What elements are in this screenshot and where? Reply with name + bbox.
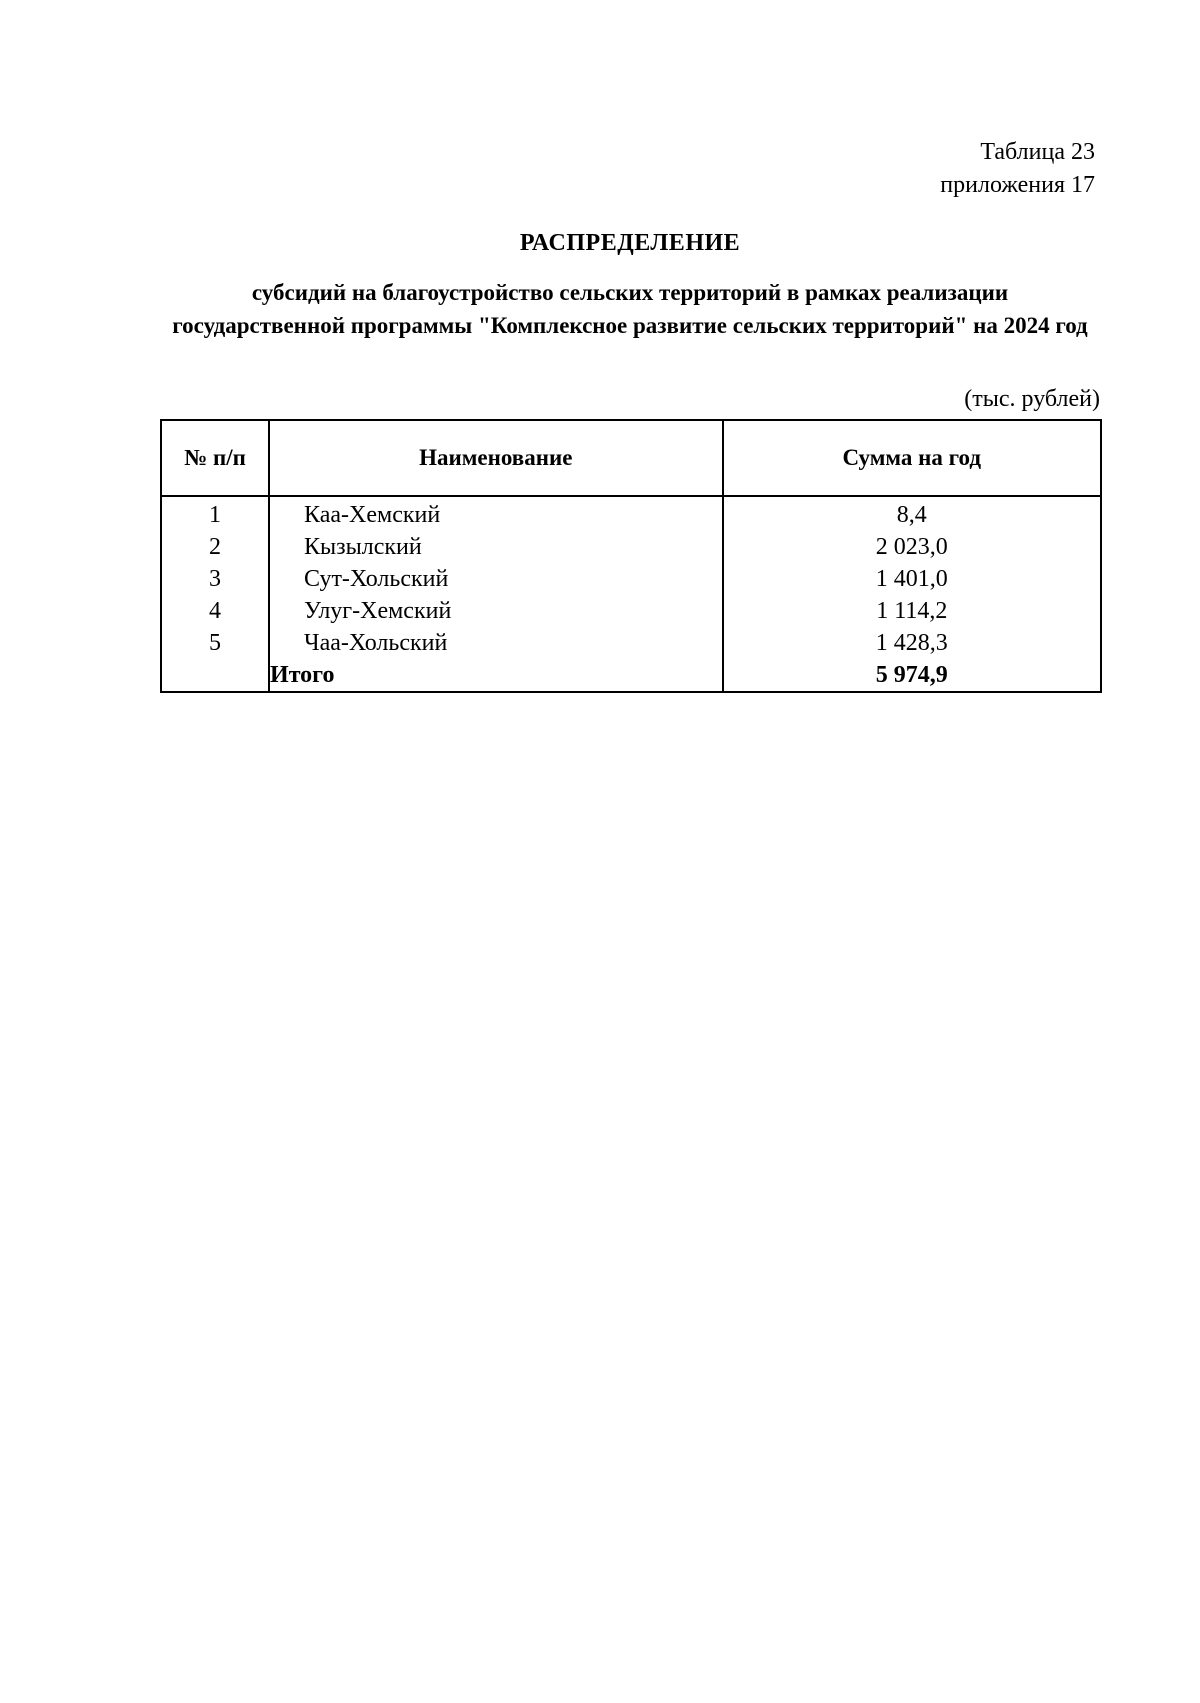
row-name-cell bbox=[269, 496, 723, 531]
row-number: 3 bbox=[161, 563, 269, 595]
row-name: Чаа-Хольский bbox=[304, 630, 448, 656]
total-sum: 5 974,9 bbox=[723, 659, 1101, 692]
total-label: Итого bbox=[269, 659, 723, 692]
row-sum: 1 428,3 bbox=[723, 627, 1101, 659]
row-name-cell bbox=[269, 595, 723, 627]
table-total-row bbox=[161, 659, 1101, 692]
table-row bbox=[161, 496, 1101, 531]
distribution-table bbox=[160, 419, 1102, 693]
row-sum: 2 023,0 bbox=[723, 531, 1101, 563]
reference-table-number: Таблица 23 bbox=[980, 139, 1095, 165]
row-name-cell bbox=[269, 531, 723, 563]
unit-label: (тыс. рублей) bbox=[964, 386, 1100, 412]
table-reference bbox=[940, 136, 1095, 202]
table-row bbox=[161, 595, 1101, 627]
reference-appendix-number: приложения 17 bbox=[940, 172, 1095, 198]
row-number: 1 bbox=[161, 496, 269, 531]
row-name-cell bbox=[269, 627, 723, 659]
row-name: Сут-Хольский bbox=[304, 566, 449, 592]
row-number: 2 bbox=[161, 531, 269, 563]
total-number-cell bbox=[161, 659, 269, 692]
row-sum: 1 114,2 bbox=[723, 595, 1101, 627]
header-name: Наименование bbox=[269, 420, 723, 496]
header-number: № п/п bbox=[161, 420, 269, 496]
row-name-cell bbox=[269, 563, 723, 595]
row-name: Каа-Хемский bbox=[304, 502, 441, 528]
table-header-row bbox=[161, 420, 1101, 496]
table-row bbox=[161, 627, 1101, 659]
row-number: 4 bbox=[161, 595, 269, 627]
document-title: РАСПРЕДЕЛЕНИЕ bbox=[519, 230, 741, 256]
row-sum: 1 401,0 bbox=[723, 563, 1101, 595]
table-row bbox=[161, 563, 1101, 595]
row-name: Улуг-Хемский bbox=[304, 598, 452, 624]
table-row bbox=[161, 531, 1101, 563]
row-name: Кызылский bbox=[304, 534, 422, 560]
row-number: 5 bbox=[161, 627, 269, 659]
header-sum: Сумма на год bbox=[723, 420, 1101, 496]
document-subtitle: субсидий на благоустройство сельских территорий в рамках реализации государственной программы "Комплексное развитие сельских территорий" на 2024 год bbox=[172, 280, 1088, 338]
row-sum: 8,4 bbox=[723, 496, 1101, 531]
